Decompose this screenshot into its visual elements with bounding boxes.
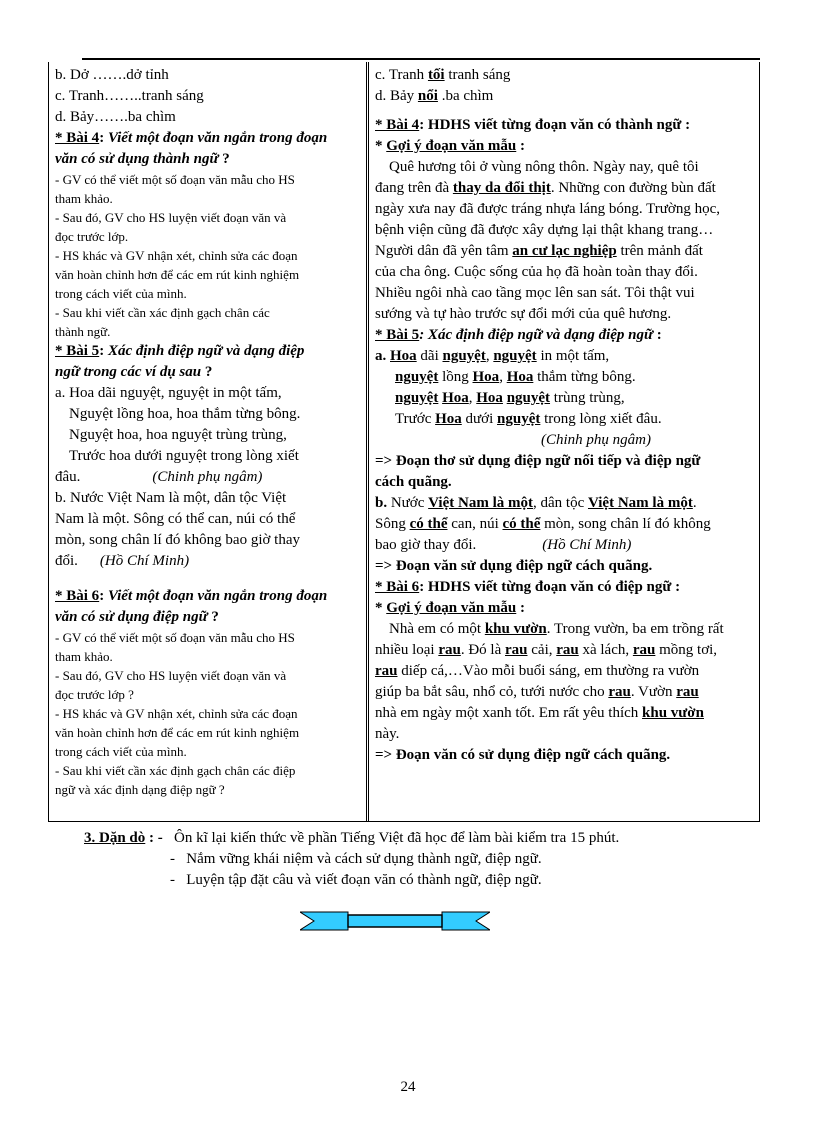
instruction-line: văn hoàn chỉnh hơn để các em rút kinh nghiệm <box>55 725 300 740</box>
poem-line: Trước Hoa dưới nguyệt trong lòng xiết đâu. <box>395 411 662 427</box>
homework-line: - Nắm vững khái niệm và cách sử dụng thành ngữ, điệp ngữ. <box>170 851 542 867</box>
bai5-answer-heading: * Bài 5: Xác định điệp ngữ và dạng điệp ngữ : <box>375 327 662 343</box>
paragraph-line: ngày xưa nay đã được tráng nhựa láng bóng. Trường học, <box>375 201 720 217</box>
poem-line: nguyệt lồng Hoa, Hoa thắm từng bông. <box>395 369 636 385</box>
paragraph-line: Người dân đã yên tâm an cư lạc nghiệp trên mảnh đất <box>375 243 703 259</box>
poem-source: (Chinh phụ ngâm) <box>152 469 263 485</box>
column-divider <box>366 62 369 821</box>
paragraph-line: Nhiều ngôi nhà cao tầng mọc lên san sát. Tôi thật vui <box>375 285 695 301</box>
paragraph-line: nhiều loại rau. Đó là rau cải, rau xà lách, rau mồng tơi, <box>375 642 718 658</box>
paragraph-line: giúp ba bắt sâu, nhổ cỏ, tưới nước cho rau. Vườn rau <box>375 684 699 700</box>
model-paragraph-heading: * Gợi ý đoạn văn mẫu : <box>375 138 526 154</box>
instruction-line: - Sau khi viết cần xác định gạch chân các <box>55 305 270 320</box>
page-number: 24 <box>400 1079 416 1095</box>
instruction-line: - GV có thể viết một số đoạn văn mẫu cho HS <box>55 172 295 187</box>
left-line: c. Tranh……..tranh sáng <box>55 88 204 104</box>
bai5-heading-cont: ngữ trong các ví dụ sau ? <box>55 364 213 380</box>
instruction-line: - Sau khi viết cần xác định gạch chân các điệp <box>55 763 296 778</box>
homework-line: - Luyện tập đặt câu và viết đoạn văn có thành ngữ, điệp ngữ. <box>170 872 542 888</box>
answer-line: c. Tranh tối tranh sáng <box>375 67 511 83</box>
paragraph-line: rau diếp cá,…Vào mỗi buổi sáng, em thường ra vườn <box>375 663 700 679</box>
instruction-line: - HS khác và GV nhận xét, chỉnh sửa các đoạn <box>55 706 298 721</box>
bai4-guide-heading: * Bài 4: HDHS viết từng đoạn văn có thành ngữ : <box>375 117 691 133</box>
prose-line: mòn, song chân lí đó không bao giờ thay <box>55 532 300 548</box>
prose-line: b. Nước Việt Nam là một, dân tộc Việt Nam là một. <box>375 495 697 511</box>
instruction-line: đọc trước lớp. <box>55 229 129 244</box>
homework-section <box>84 828 784 891</box>
left-line: b. Dở …….dở tỉnh <box>55 67 169 83</box>
bai6-heading-cont: văn có sử dụng điệp ngữ ? <box>55 609 219 625</box>
banner-center <box>348 915 442 927</box>
decorative-banner <box>300 910 490 932</box>
poem-line: nguyệt Hoa, Hoa nguyệt trùng trùng, <box>395 390 625 406</box>
spacer <box>375 107 759 115</box>
right-column <box>375 65 759 766</box>
instruction-line: thành ngữ. <box>55 324 111 339</box>
instruction-line: - Sau đó, GV cho HS luyện viết đoạn văn và <box>55 668 287 683</box>
bai5-heading: * Bài 5: Xác định điệp ngữ và dạng điệp <box>55 343 305 359</box>
conclusion-line: cách quãng. <box>375 474 452 490</box>
instruction-line: đọc trước lớp ? <box>55 687 134 702</box>
answer-line: d. Bảy nổi .ba chìm <box>375 88 494 104</box>
paragraph-line: của cha ông. Cuộc sống của họ đã hoàn toàn thay đổi. <box>375 264 698 280</box>
instruction-line: - Sau đó, GV cho HS luyện viết đoạn văn và <box>55 210 287 225</box>
lesson-table <box>48 62 760 822</box>
prose-line: b. Nước Việt Nam là một, dân tộc Việt <box>55 490 287 506</box>
banner-ribbon <box>300 912 348 930</box>
left-line: d. Bảy…….ba chìm <box>55 109 176 125</box>
paragraph-line: đang trên đà thay da đổi thịt. Những con đường bùn đất <box>375 180 716 196</box>
paragraph-line: Quê hương tôi ở vùng nông thôn. Ngày nay, quê tôi <box>389 159 699 175</box>
prose-line: Sông có thể can, núi có thể mòn, song chân lí đó không <box>375 516 711 532</box>
instruction-line: ngữ và xác định dạng điệp ngữ ? <box>55 782 225 797</box>
prose-source: (Hồ Chí Minh) <box>542 537 632 553</box>
conclusion-line: => Đoạn văn sử dụng điệp ngữ cách quãng. <box>375 558 653 574</box>
paragraph-line: sướng và tự hào trước sự đổi mới của quê hương. <box>375 306 672 322</box>
prose-line: Nam là một. Sông có thể can, núi có thể <box>55 511 296 527</box>
instruction-line: tham khảo. <box>55 649 113 664</box>
poem-line: đâu. (Chinh phụ ngâm) <box>55 469 263 485</box>
prose-line: bao giờ thay đổi. (Hồ Chí Minh) <box>375 537 632 553</box>
bai6-heading: * Bài 6: Viết một đoạn văn ngắn trong đoạn <box>55 588 328 604</box>
poem-line: Nguyệt lồng hoa, hoa thắm từng bông. <box>69 406 301 422</box>
paragraph-line: Nhà em có một khu vườn. Trong vườn, ba em trồng rất <box>389 621 724 637</box>
bai6-guide-heading: * Bài 6: HDHS viết từng đoạn văn có điệp ngữ : <box>375 579 681 595</box>
paragraph-line: bệnh viện cũng đã được xây dựng lại thật khang trang… <box>375 222 714 238</box>
instruction-line: văn hoàn chỉnh hơn để các em rút kinh nghiệm <box>55 267 300 282</box>
instruction-line: - GV có thể viết một số đoạn văn mẫu cho HS <box>55 630 295 645</box>
poem-line: Trước hoa dưới nguyệt trong lòng xiết <box>69 448 299 464</box>
instruction-line: - HS khác và GV nhận xét, chỉnh sửa các đoạn <box>55 248 298 263</box>
spacer <box>55 572 355 586</box>
conclusion-line: => Đoạn văn có sử dụng điệp ngữ cách quãng. <box>375 747 671 763</box>
poem-line: a. Hoa dãi nguyệt, nguyệt in một tấm, <box>375 348 610 364</box>
top-rule <box>82 58 760 60</box>
prose-line: đổi. (Hồ Chí Minh) <box>55 553 190 569</box>
paragraph-line: nhà em ngày một xanh tốt. Em rất yêu thích khu vườn <box>375 705 704 721</box>
instruction-line: trong cách viết của mình. <box>55 286 187 301</box>
bai4-heading: * Bài 4: Viết một đoạn văn ngắn trong đoạn <box>55 130 328 146</box>
bai4-heading-cont: văn có sử dụng thành ngữ ? <box>55 151 230 167</box>
poem-line: a. Hoa dãi nguyệt, nguyệt in một tấm, <box>55 385 282 401</box>
poem-source: (Chinh phụ ngâm) <box>541 432 651 448</box>
model-paragraph-heading: * Gợi ý đoạn văn mẫu : <box>375 600 526 616</box>
prose-source: (Hồ Chí Minh) <box>99 553 190 569</box>
poem-line: Nguyệt hoa, hoa nguyệt trùng trùng, <box>69 427 287 443</box>
conclusion-line: => Đoạn thơ sử dụng điệp ngữ nối tiếp và điệp ngữ <box>375 453 701 469</box>
paragraph-line: này. <box>375 726 400 742</box>
instruction-line: tham khảo. <box>55 191 113 206</box>
banner-ribbon <box>442 912 490 930</box>
instruction-line: trong cách viết của mình. <box>55 744 187 759</box>
homework-line: 3. Dặn dò : - Ôn kĩ lại kiến thức về phần Tiếng Việt đã học để làm bài kiểm tra 15 phút. <box>84 830 620 846</box>
left-column <box>55 65 355 799</box>
